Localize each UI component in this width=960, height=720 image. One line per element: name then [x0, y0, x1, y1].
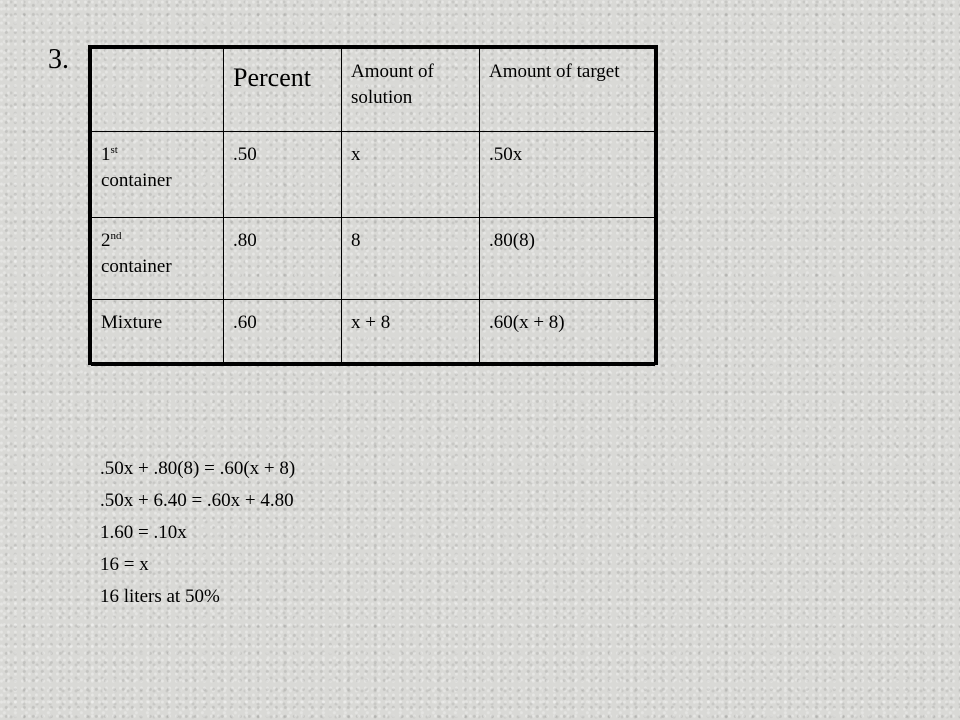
- amount-target-cell: [480, 218, 655, 300]
- amount-solution-value: x: [351, 144, 361, 165]
- header-amount-target-label: Amount of target: [489, 61, 620, 82]
- percent-value: .60: [233, 312, 257, 333]
- mixture-table-container: [88, 45, 658, 365]
- table-row: [92, 218, 655, 300]
- table-row: [92, 300, 655, 366]
- amount-solution-value: 8: [351, 230, 361, 251]
- amount-solution-cell: [342, 300, 480, 366]
- amount-target-cell: [480, 300, 655, 366]
- solution-line: .50x + 6.40 = .60x + 4.80: [100, 490, 294, 511]
- row-label-ordinal-suffix: st: [110, 144, 118, 156]
- header-amount-target: [480, 49, 655, 132]
- percent-value: .80: [233, 230, 257, 251]
- amount-solution-cell: [342, 218, 480, 300]
- amount-target-cell: [480, 132, 655, 218]
- row-label-word: container: [101, 255, 172, 277]
- row-label: Mixture: [101, 312, 163, 333]
- row-label-cell: [92, 300, 224, 366]
- header-percent-label: Percent: [233, 63, 311, 92]
- percent-value: .50: [233, 144, 257, 165]
- row-label: [101, 144, 215, 193]
- row-label-word: container: [101, 169, 172, 191]
- row-label-cell: [92, 132, 224, 218]
- amount-target-value: .50x: [489, 144, 523, 165]
- row-label-ordinal-suffix: nd: [110, 230, 122, 242]
- row-label-cell: [92, 218, 224, 300]
- amount-solution-cell: [342, 132, 480, 218]
- row-label-number: 2: [101, 230, 111, 251]
- amount-target-value: .80(8): [489, 230, 535, 251]
- solution-line: 1.60 = .10x: [100, 522, 187, 543]
- percent-cell: [224, 300, 342, 366]
- amount-solution-value: x + 8: [351, 312, 391, 333]
- percent-cell: [224, 132, 342, 218]
- mixture-table: [91, 48, 655, 366]
- percent-cell: [224, 218, 342, 300]
- solution-line: 16 = x: [100, 554, 149, 575]
- header-corner-cell: [92, 49, 224, 132]
- solution-line: .50x + .80(8) = .60(x + 8): [100, 458, 296, 479]
- header-amount-solution-label: Amount of solution: [351, 61, 434, 108]
- table-row: [92, 132, 655, 218]
- solution-answer: 16 liters at 50%: [100, 586, 220, 607]
- header-amount-solution: [342, 49, 480, 132]
- amount-target-value: .60(x + 8): [489, 312, 565, 333]
- slide-number: 3.: [48, 44, 69, 75]
- row-label: [101, 230, 215, 279]
- row-label-number: 1: [101, 144, 111, 165]
- header-percent: [224, 49, 342, 132]
- solution-steps: [100, 453, 295, 613]
- table-header-row: [92, 49, 655, 132]
